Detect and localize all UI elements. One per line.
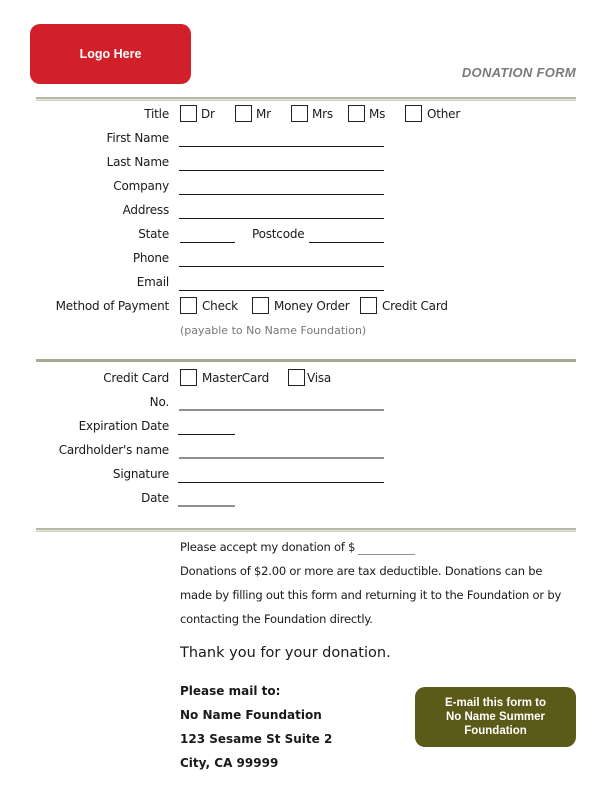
donation-accept-label: Please accept my donation of $	[180, 540, 356, 554]
email-field[interactable]	[179, 290, 384, 291]
title-mr-checkbox[interactable]	[235, 105, 252, 122]
card-number-field[interactable]	[179, 409, 384, 411]
mail-org-name: No Name Foundation	[180, 708, 322, 722]
donation-info-line-1: Donations of $2.00 or more are tax deductible. Donations can be	[180, 564, 543, 578]
email-button-line-1: E-mail this form to	[445, 697, 546, 709]
mail-heading: Please mail to:	[180, 684, 281, 698]
cardholder-name-field[interactable]	[179, 457, 384, 459]
logo-placeholder	[30, 24, 191, 84]
payable-note: (payable to No Name Foundation)	[180, 324, 367, 337]
email-button-line-3: Foundation	[464, 725, 527, 737]
phone-field[interactable]	[179, 266, 384, 267]
payment-money-order-label: Money Order	[274, 299, 350, 313]
expiration-date-field[interactable]	[178, 434, 235, 435]
title-ms-label: Ms	[369, 107, 386, 121]
title-dr-checkbox[interactable]	[180, 105, 197, 122]
first-name-field[interactable]	[179, 146, 384, 147]
expiration-date-label: Expiration Date	[78, 419, 169, 433]
mail-street: 123 Sesame St Suite 2	[180, 732, 333, 746]
payment-check-label: Check	[202, 299, 238, 313]
divider-top	[36, 97, 576, 101]
signature-label: Signature	[112, 467, 169, 481]
last-name-field[interactable]	[179, 170, 384, 171]
donation-info-line-2: made by filling out this form and returning it to the Foundation or by	[180, 588, 562, 602]
card-number-label: No.	[149, 395, 169, 409]
title-mrs-checkbox[interactable]	[291, 105, 308, 122]
title-ms-checkbox[interactable]	[348, 105, 365, 122]
email-label: Email	[136, 275, 169, 289]
postcode-field[interactable]	[309, 242, 384, 243]
form-title: DONATION FORM	[461, 65, 576, 80]
address-label: Address	[122, 203, 169, 217]
company-label: Company	[113, 179, 169, 193]
date-field[interactable]	[178, 505, 235, 507]
first-name-label: First Name	[106, 131, 169, 145]
donation-info-line-3: contacting the Foundation directly.	[180, 612, 373, 626]
payment-check-checkbox[interactable]	[180, 297, 197, 314]
mastercard-checkbox[interactable]	[180, 369, 197, 386]
visa-checkbox[interactable]	[288, 369, 305, 386]
payment-money-order-checkbox[interactable]	[252, 297, 269, 314]
mail-city: City, CA 99999	[180, 756, 279, 770]
visa-label: Visa	[307, 371, 332, 385]
donation-amount-text	[180, 540, 355, 554]
donation-amount-field[interactable]	[358, 554, 415, 555]
state-label: State	[138, 227, 169, 241]
email-form-button[interactable]	[415, 687, 576, 747]
title-label: Title	[144, 107, 169, 121]
payment-credit-card-label: Credit Card	[382, 299, 448, 313]
title-mr-label: Mr	[256, 107, 271, 121]
logo-text: Logo Here	[79, 47, 142, 61]
state-field[interactable]	[180, 242, 235, 243]
title-dr-label: Dr	[201, 107, 215, 121]
payment-method-label: Method of Payment	[55, 299, 169, 313]
last-name-label: Last Name	[106, 155, 169, 169]
divider-middle	[36, 359, 576, 362]
thank-you-text: Thank you for your donation.	[180, 645, 391, 661]
company-field[interactable]	[179, 194, 384, 195]
email-button-line-2: No Name Summer	[445, 711, 546, 723]
payment-credit-card-checkbox[interactable]	[360, 297, 377, 314]
signature-field[interactable]	[178, 482, 384, 483]
address-field[interactable]	[179, 218, 384, 219]
title-mrs-label: Mrs	[312, 107, 333, 121]
title-other-label: Other	[427, 107, 461, 121]
title-other-checkbox[interactable]	[405, 105, 422, 122]
postcode-label: Postcode	[252, 227, 305, 241]
cardholder-name-label: Cardholder's name	[58, 443, 169, 457]
divider-bottom	[36, 528, 576, 532]
credit-card-label: Credit Card	[103, 371, 169, 385]
mastercard-label: MasterCard	[202, 371, 270, 385]
phone-label: Phone	[132, 251, 169, 265]
date-label: Date	[141, 491, 169, 505]
